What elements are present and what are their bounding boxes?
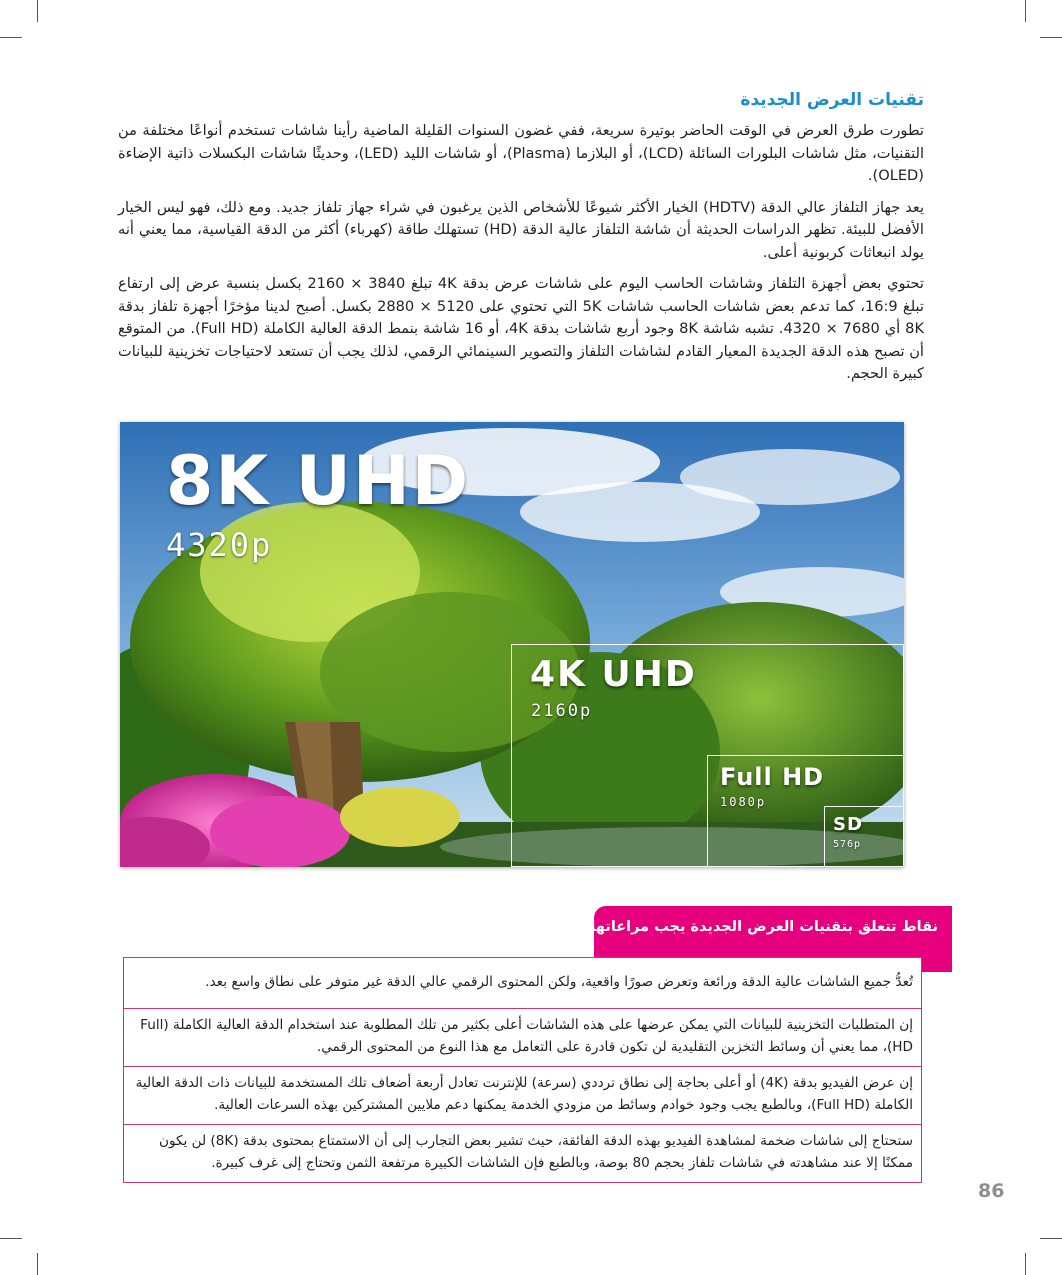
note-text: إن عرض الفيديو بدقة (4K) أو أعلى بحاجة إلى نطاق ترددي (سرعة) للإنترنت تعادل أربعة أضعاف تلك المستخدمة للبيانات ذات الدقة العالية الكاملة (Full HD)، وبالطبع يجب وجود خوادم وسائط من مزودي الخدمة يمكنها دعم ملايين المشتركين بهذه السرعات العالية. [135,1075,913,1113]
note-text: ستحتاج إلى شاشات ضخمة لمشاهدة الفيديو بهذه الدقة الفائقة، حيث تشير بعض التجارب إلى أن الاستمتاع بمحتوى بدقة (8K) لن يكون ممكنًا إلا عند مشاهدته في شاشات تلفاز بحجم 80 بوصة، وبالطبع فإن الشاشات الكبيرة مرتفعة الثمن وتحتاج إلى غرف كبيرة. [159,1133,913,1171]
note-item [124,1067,921,1125]
main-content [118,88,924,395]
crop-mark [0,37,22,38]
crop-mark [1025,1253,1026,1275]
label-8k-uhd: 8K UHD [166,442,471,521]
crop-mark [37,0,38,22]
resolution-comparison-image [120,422,904,867]
notes-heading: نقاط تتعلق بتقنيات العرض الجديدة يجب مراعاتها: [584,919,938,935]
note-text: تُعدُّ جميع الشاشات عالية الدقة ورائعة وتعرض صورًا واقعية، ولكن المحتوى الرقمي عالي الدقة غير متوفر على نطاق واسع بعد. [205,974,913,990]
label-576p: 576p [833,839,862,850]
label-4k-uhd: 4K UHD [530,654,697,695]
crop-mark [1040,1238,1062,1239]
page-number: 86 [978,1180,1005,1202]
paragraph-hdtv: يعد جهاز التلفاز عالي الدقة (HDTV) الخيار الأكثر شيوعًا للأشخاص الذين يرغبون في شراء جهاز تلفاز جديد. ومع ذلك، فهو ليس الخيار الأفضل للبيئة. تظهر الدراسات الحديثة أن شاشة التلفاز عالية الدقة (HD) تستهلك طاقة (كهرباء) أكثر من الدقة القياسية، مما يعني أنه يولد انبعاثات كربونية أعلى. [118,198,924,261]
label-1080p: 1080p [720,795,767,809]
section-title: تقنيات العرض الجديدة [740,90,924,110]
crop-mark [1025,0,1026,22]
crop-mark [0,1238,22,1239]
paragraph-resolutions: تحتوي بعض أجهزة التلفاز وشاشات الحاسب اليوم على شاشات عرض بدقة 4K تبلغ 3840 × 2160 بكسل بنسبة عرض إلى ارتفاع تبلغ 16:9، كما تدعم بعض شاشات الحاسب شاشات 5K التي تحتوي على 5120 × 2880 بكسل. أصبح لدينا مؤخرًا أجهزة تلفاز بدقة 8K أي 7680 × 4320. تشبه شاشة 8K وجود أربع شاشات بدقة 4K، أو 16 شاشة بنمط الدقة العالية الكاملة (Full HD). من المتوقع أن تصبح هذه الدقة الجديدة المعيار القادم لشاشات التلفاز والتصوير السينمائي الرقمي، لذلك يجب أن تستعد لاحتياجات تخزينية للبيانات كبيرة الحجم. [118,275,925,382]
note-item [124,1009,921,1067]
note-item [124,958,921,1009]
paragraph-display-tech: تطورت طرق العرض في الوقت الحاضر بوتيرة سريعة، ففي غضون السنوات القليلة الماضية رأينا شاشات تستخدم أنواعًا مختلفة من التقنيات، مثل شاشات البلورات السائلة (LCD)، أو البلازما (Plasma)، أو شاشات الليد (LED)، وحديثًا شاشات البكسلات ذاتية الإضاءة (OLED). [118,122,924,184]
crop-mark [1040,37,1062,38]
label-4320p: 4320p [166,526,273,564]
note-text: إن المتطلبات التخزينية للبيانات التي يمكن عرضها على هذه الشاشات أعلى بكثير من تلك المطلوبة عند استخدام الدقة العالية الكاملة (Full HD)، مما يعني أن وسائط التخزين التقليدية لن تكون قادرة على التعامل مع هذا النوع من المحتوى الرقمي. [140,1017,913,1055]
label-sd: SD [833,814,863,835]
label-full-hd: Full HD [720,763,825,791]
crop-mark [37,1253,38,1275]
label-2160p: 2160p [531,701,593,721]
notes-box [123,957,922,1183]
note-item [124,1125,921,1182]
